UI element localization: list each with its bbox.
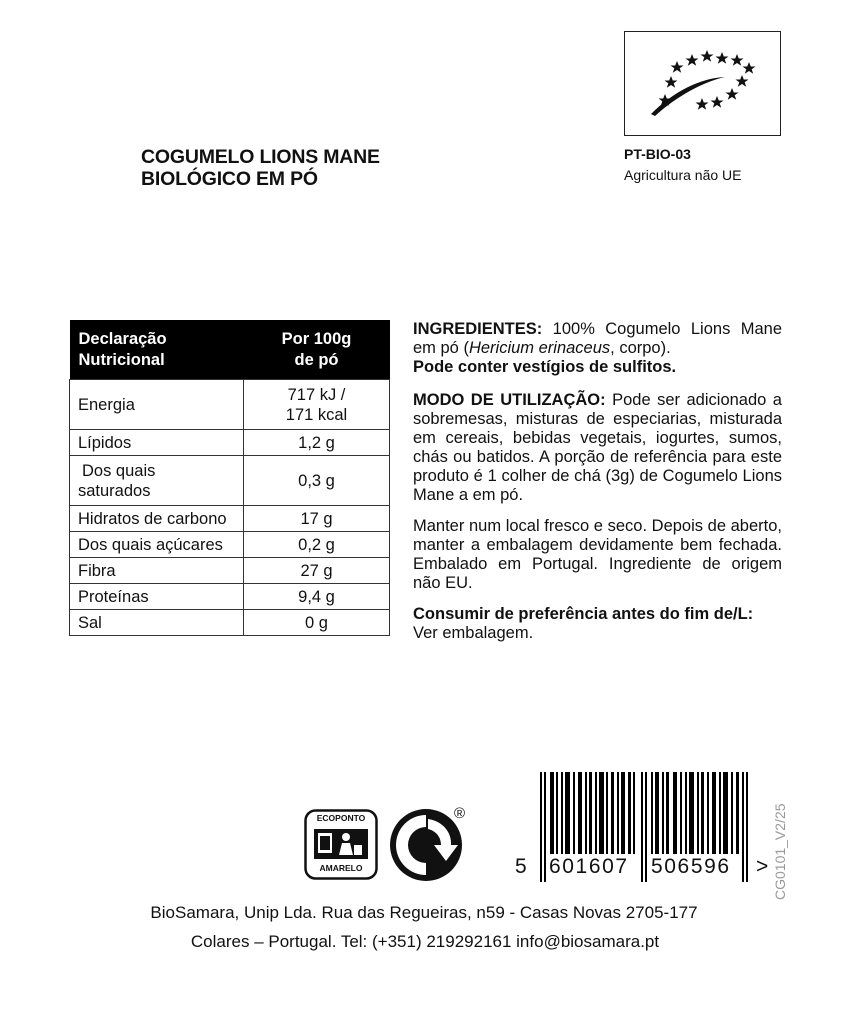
energy-kj: 717 kJ /: [287, 385, 346, 404]
product-title: [141, 146, 380, 190]
eu-organic-logo: [624, 31, 781, 136]
row-value: 0 g: [244, 610, 390, 636]
header-value-line2: de pó: [294, 350, 339, 369]
ingredients-paragraph: [413, 320, 782, 377]
row-label: Dos quais açúcares: [70, 532, 244, 558]
row-label: [70, 456, 244, 506]
best-before-heading: Consumir de preferência antes do fim de/L:: [413, 605, 754, 623]
table-row: [70, 558, 390, 584]
ingredients-text-a: 100% Cogumelo Lions Mane em pó (: [413, 320, 782, 357]
usage-heading: MODO DE UTILIZAÇÃO:: [413, 391, 606, 409]
row-label: Sal: [70, 610, 244, 636]
usage-text: Pode ser adicionado a sobremesas, misturas de especiarias, misturada em cereais, bebidas vegetais, iogurtes, sumos, chás ou batidos. A porção de referência para este produto é 1 colher de chá (3g) de Cogumelo Lions Mane a em pó.: [413, 391, 782, 504]
product-description: [413, 320, 782, 655]
best-before-text: Ver embalagem.: [413, 624, 534, 642]
row-label: Fibra: [70, 558, 244, 584]
header-value-line1: Por 100g: [281, 329, 352, 348]
registered-mark: ®: [454, 805, 466, 822]
row-label-line2: saturados: [78, 481, 151, 500]
ingredients-latin: Hericium erinaceus: [468, 339, 611, 357]
nutrition-table: [69, 320, 390, 636]
row-label: Lípidos: [70, 430, 244, 456]
ingredients-heading: INGREDIENTES:: [413, 320, 543, 338]
nutrition-header-value: [244, 320, 390, 380]
row-label: Proteínas: [70, 584, 244, 610]
barcode-first-digit: 5: [515, 855, 527, 878]
table-row: [70, 506, 390, 532]
product-title-line2: BIOLÓGICO EM PÓ: [141, 168, 318, 190]
ecoponto-bottom-label: AMARELO: [319, 863, 363, 873]
version-code: CG0101_V2/25: [772, 803, 788, 900]
barcode-group1: 601607: [549, 855, 629, 878]
row-label-line1: Dos quais: [82, 461, 156, 480]
table-row: [70, 532, 390, 558]
row-value: 27 g: [244, 558, 390, 584]
barcode-group2: 506596: [651, 855, 731, 878]
energy-kcal: 171 kcal: [285, 405, 348, 424]
header-label-line1: Declaração: [78, 329, 167, 348]
organic-control-code: PT-BIO-03: [624, 146, 691, 162]
footer-contact: Colares – Portugal. Tel: (+351) 219292161 info@biosamara.pt: [190, 932, 660, 951]
table-row: [70, 610, 390, 636]
header-label-line2: Nutricional: [78, 350, 165, 369]
row-value: 0,2 g: [244, 532, 390, 558]
row-label: Energia: [70, 380, 244, 430]
product-title-line1: COGUMELO LIONS MANE: [141, 146, 380, 168]
row-value: [244, 380, 390, 430]
table-row: [70, 584, 390, 610]
row-value: 0,3 g: [244, 456, 390, 506]
row-value: 9,4 g: [244, 584, 390, 610]
barcode-arrow: >: [756, 855, 769, 878]
footer-address: BioSamara, Unip Lda. Rua das Regueiras, n59 - Casas Novas 2705-177: [150, 903, 698, 922]
organic-origin: Agricultura não UE: [624, 167, 742, 183]
ecoponto-amarelo-logo: [304, 809, 378, 880]
table-row: [70, 456, 390, 506]
row-label: Hidratos de carbono: [70, 506, 244, 532]
allergen-warning: Pode conter vestígios de sulfitos.: [413, 358, 677, 376]
row-value: 1,2 g: [244, 430, 390, 456]
nutrition-header-row: [70, 320, 390, 380]
green-dot-logo: [388, 805, 468, 883]
nutrition-header-label: [70, 320, 244, 380]
eu-organic-leaf-icon: [625, 32, 779, 134]
ecoponto-top-label: ECOPONTO: [316, 813, 366, 823]
table-row: [70, 430, 390, 456]
table-row: [70, 380, 390, 430]
row-value: 17 g: [244, 506, 390, 532]
best-before-paragraph: [413, 605, 782, 643]
storage-paragraph: Manter num local fresco e seco. Depois de aberto, manter a embalagem devidamente bem fechada. Embalado em Portugal. Ingrediente de origem não EU.: [413, 517, 782, 592]
usage-paragraph: [413, 391, 782, 505]
ingredients-text-b: , corpo).: [610, 339, 671, 357]
